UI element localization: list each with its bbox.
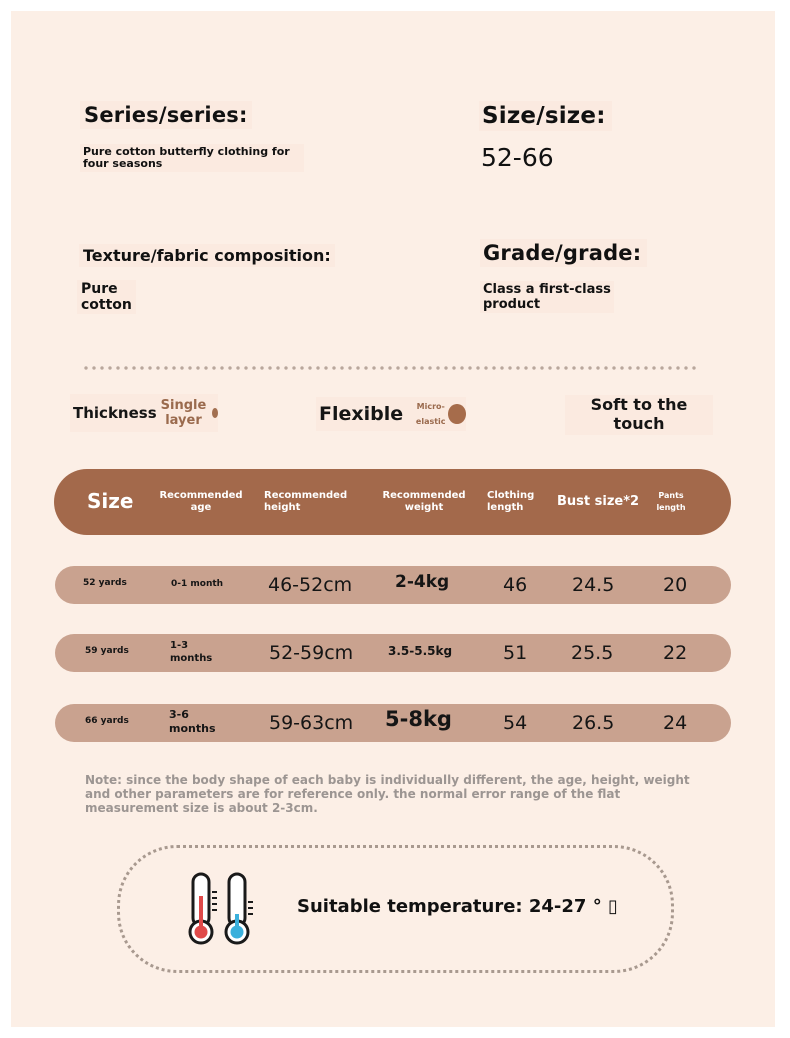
- header-clothing: [487, 490, 534, 514]
- thickness-sub-line2: layer: [165, 413, 202, 428]
- flexible-label: Flexible: [319, 403, 404, 425]
- thickness-dot-icon: [212, 408, 218, 418]
- thickness-sub: [161, 398, 207, 428]
- table-row: [55, 704, 731, 742]
- thickness-sub-line1: Single: [160, 398, 207, 413]
- temperature-text: Suitable temperature: 24-27 ° ▯: [297, 896, 618, 917]
- row-age: [171, 578, 223, 590]
- header-clothing-line1: Clothing: [487, 490, 535, 501]
- grade-value: [480, 281, 614, 313]
- thickness-label: Thickness: [73, 404, 157, 422]
- row-pants: 22: [663, 642, 688, 664]
- header-weight-line2: weight: [404, 502, 444, 513]
- table-row: [55, 634, 731, 672]
- header-age-line2: age: [190, 502, 212, 513]
- row-clothing: 46: [503, 574, 528, 596]
- header-age: [157, 490, 245, 514]
- soft-line1: Soft to the: [590, 395, 688, 414]
- table-row: [55, 566, 731, 604]
- header-age-line1: Recommended: [159, 490, 243, 501]
- row-size: 52 yards: [83, 578, 127, 588]
- row-age-line1: 3-6: [169, 708, 189, 721]
- grade-label: Grade/grade:: [480, 239, 647, 267]
- row-age: [169, 708, 216, 736]
- thermometer-icon: [183, 870, 263, 950]
- row-clothing: 54: [503, 712, 528, 734]
- fabric-value: [77, 280, 136, 314]
- row-age: [170, 639, 212, 665]
- soft-line2: touch: [613, 414, 665, 433]
- row-size: 59 yards: [85, 646, 129, 656]
- header-height-line2: height: [264, 502, 301, 513]
- flexible-sub: Micro-elastic: [415, 402, 446, 426]
- header-bust: Bust size*2: [557, 494, 640, 509]
- row-age-line2: months: [169, 722, 216, 735]
- header-clothing-line2: length: [487, 502, 524, 513]
- fabric-value-line2: cotton: [81, 297, 132, 313]
- size-value: 52-66: [481, 143, 554, 172]
- series-value: Pure cotton butterfly clothing for four seasons: [80, 144, 304, 172]
- header-height: [264, 490, 347, 514]
- row-age-line2: months: [170, 653, 213, 664]
- fabric-label: Texture/fabric composition:: [79, 244, 335, 267]
- header-pants: [652, 490, 690, 514]
- header-pants-line2: length: [656, 503, 686, 512]
- row-bust: 25.5: [571, 642, 614, 664]
- dotted-divider: [82, 365, 696, 371]
- feature-thickness: [70, 394, 218, 432]
- row-weight: 3.5-5.5kg: [388, 644, 453, 658]
- row-weight: 5-8kg: [385, 707, 452, 731]
- grade-value-line1: Class a first-class: [483, 282, 611, 297]
- feature-flexible: [316, 397, 466, 431]
- header-weight-line1: Recommended: [382, 490, 466, 501]
- fabric-value-line1: Pure: [81, 281, 118, 297]
- grade-value-line2: product: [483, 297, 541, 312]
- header-size: Size: [87, 489, 134, 513]
- table-header: [54, 469, 731, 535]
- row-weight: 2-4kg: [395, 572, 450, 592]
- row-age-line1: 0-1 month: [171, 579, 224, 589]
- row-bust: 24.5: [572, 574, 615, 596]
- row-bust: 26.5: [572, 712, 615, 734]
- row-age-line1: 1-3: [170, 640, 189, 651]
- row-pants: 24: [663, 712, 688, 734]
- header-pants-line1: Pants: [658, 491, 684, 500]
- header-height-line1: Recommended: [264, 490, 348, 501]
- row-height: 59-63cm: [269, 712, 354, 734]
- row-height: 46-52cm: [268, 574, 353, 596]
- series-label: Series/series:: [80, 101, 252, 129]
- note-text: Note: since the body shape of each baby is individually different, the age, height, weight and other parameters are for reference only. the normal error range of the flat measurement size is about 2-3cm.: [85, 773, 690, 815]
- row-size: 66 yards: [85, 716, 129, 726]
- row-pants: 20: [663, 574, 688, 596]
- flexible-dot-icon: [448, 404, 466, 424]
- size-label: Size/size:: [479, 101, 612, 131]
- feature-soft: [565, 395, 713, 435]
- header-weight: [380, 490, 468, 514]
- row-height: 52-59cm: [269, 642, 354, 664]
- row-clothing: 51: [503, 642, 528, 664]
